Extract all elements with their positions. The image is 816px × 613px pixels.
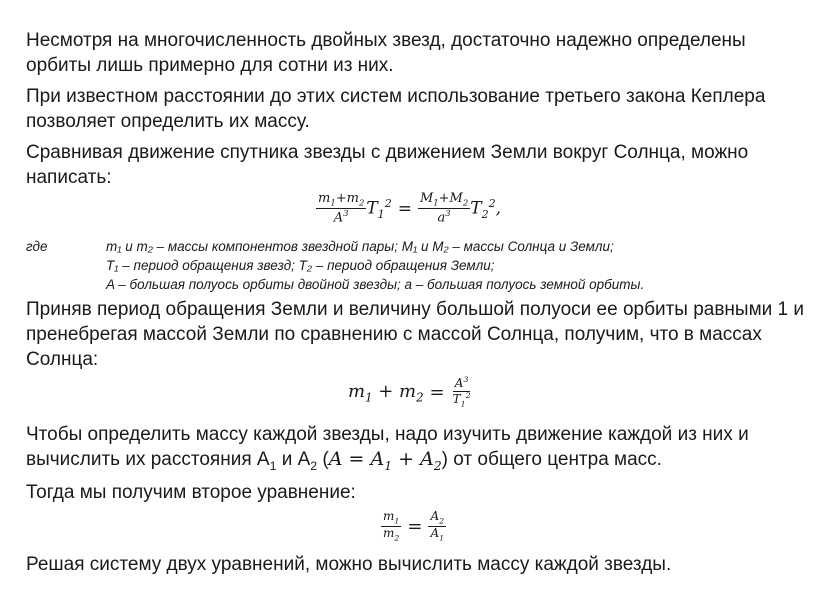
paragraph-solve-system: Решая систему двух уравнений, можно вычислить массу каждой звезды. bbox=[26, 554, 672, 575]
legend-line-semiaxes: A – большая полуось орбиты двойной звезды; a – большая полуось земной орбиты. bbox=[106, 277, 645, 292]
paragraph-second-equation: Тогда мы получим второе уравнение: bbox=[26, 482, 356, 503]
paragraph-kepler-law: При известном расстоянии до этих систем использование третьего закона Кеплера позволяет определить их массу. bbox=[26, 86, 766, 132]
legend-where: где bbox=[26, 239, 48, 254]
equation-kepler-third-law: $\frac{m_1+m_2}{A^3}$ $T_1^2$ = $\frac{M_1+M_2}{a^3}$ $T_2^2$, bbox=[318, 191, 502, 226]
legend-line-masses: m₁ и m₂ – массы компонентов звездной пары; M₁ и M₂ – массы Солнца и Земли; bbox=[106, 239, 614, 254]
paragraph-compare-motion: Сравнивая движение спутника звезды с движением Земли вокруг Солнца, можно написать: bbox=[26, 142, 749, 188]
legend-line-periods: T₁ – период обращения звезд; T₂ – период обращения Земли; bbox=[106, 258, 495, 273]
paragraph-solar-masses: Приняв период обращения Земли и величину большой полуоси ее орбиты равными 1 и пренебрегая массой Земли по сравнению с массой Солнца, получим, что в массах Солнца: bbox=[26, 299, 804, 370]
equation-mass-sum: $m_1 + m_2$ = $\frac{A^3}{T_1^2}$ bbox=[348, 375, 471, 409]
paragraph-binary-stars: Несмотря на многочисленность двойных звезд, достаточно надежно определены орбиты лишь примерно для сотни из них. bbox=[26, 30, 746, 76]
inline-equation-total-distance: $A = A_1 + A_2$ bbox=[328, 448, 442, 473]
equation-mass-ratio: $\frac{m_1}{m_2}$ = $\frac{A_2}{A_1}$ bbox=[383, 509, 445, 543]
paragraph-distances: Чтобы определить массу каждой звезды, надо изучить движение каждой из них и вычислить их расстояния $А_1$ и $А_2$ $(A = A_1 + A_2)$ от общего центра масс. bbox=[26, 424, 749, 473]
